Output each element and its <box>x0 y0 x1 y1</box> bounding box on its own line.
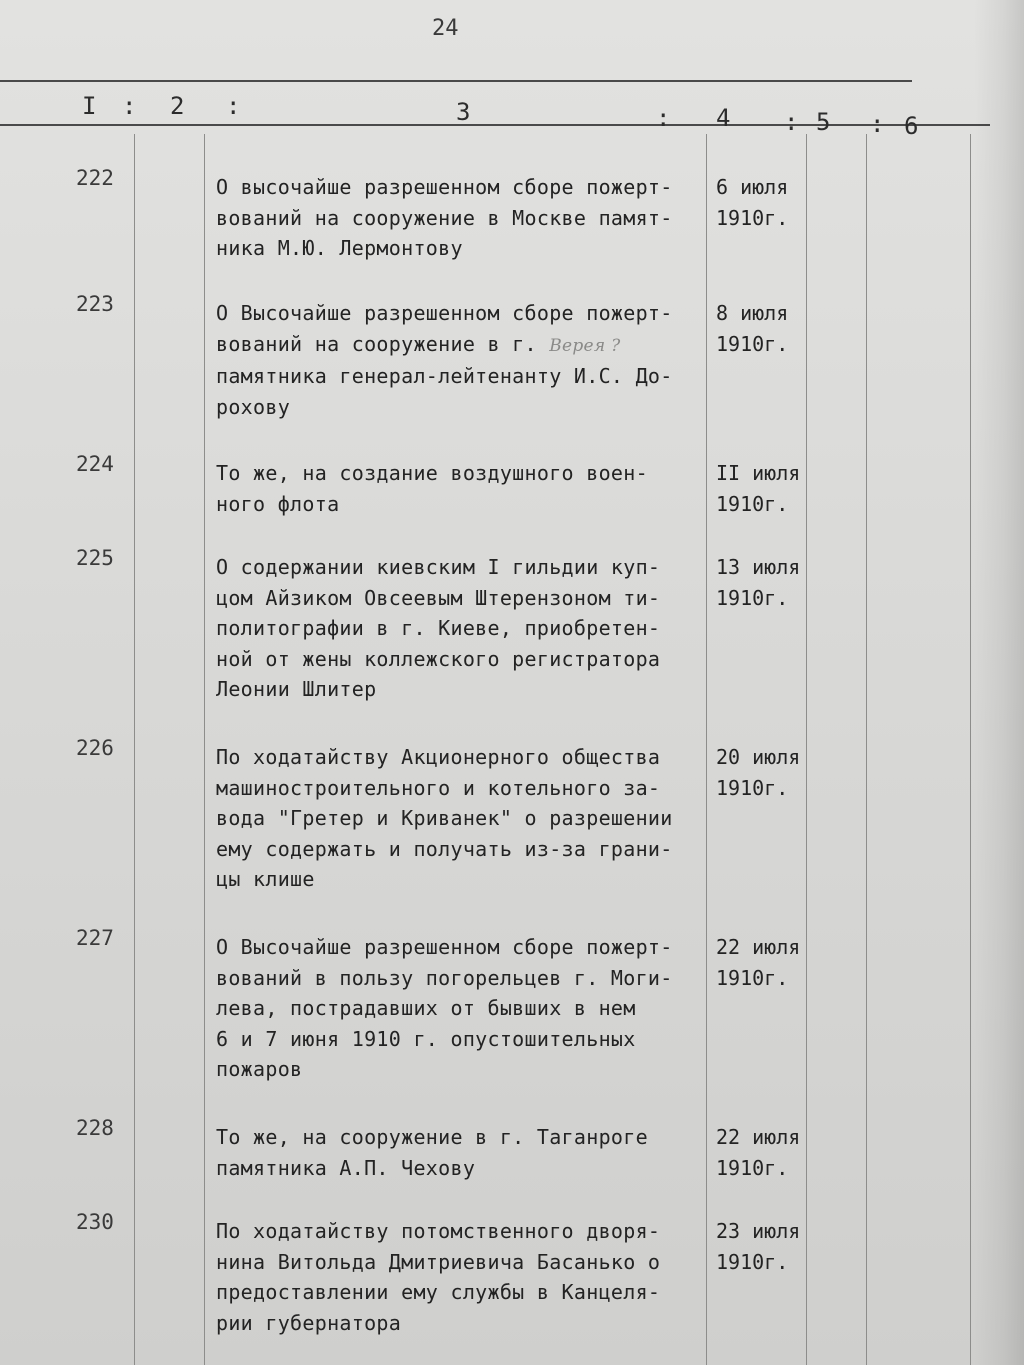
entry-number: 226 <box>76 736 114 760</box>
entry-date-day: 20 июля <box>716 745 801 769</box>
entry-description <box>216 1216 706 1338</box>
entry-text-line: То же, на сооружение в г. Таганроге <box>216 1125 648 1149</box>
entry-text-line: нина Витольда Дмитриевича Басанько о <box>216 1249 661 1274</box>
entry-date-year: 1910г. <box>716 491 789 516</box>
column-header-6: 6 <box>904 112 919 140</box>
entry-date <box>716 1122 800 1183</box>
column-divider <box>866 134 867 1365</box>
column-header-4: 4 <box>716 104 731 132</box>
entry-text-line: цы клише <box>216 867 315 891</box>
entry-number: 227 <box>76 926 114 950</box>
entry-date <box>716 298 788 359</box>
entry-date-day: 13 июля <box>716 555 801 579</box>
entry-date <box>716 552 800 613</box>
entry-number: 223 <box>76 292 114 316</box>
entry-text-line: памятника А.П. Чехову <box>216 1155 476 1180</box>
column-divider <box>970 134 971 1365</box>
entry-date <box>716 458 800 519</box>
entry-text-line: О высочайше разрешенном сборе пожерт- <box>216 175 673 199</box>
column-header-1: I <box>82 92 97 120</box>
column-header-5: 5 <box>816 108 831 136</box>
entry-description <box>216 1122 706 1183</box>
entry-text-line: Леонии Шлитер <box>216 677 377 701</box>
entry-date-year: 1910г. <box>716 205 789 230</box>
entry-number: 228 <box>76 1116 114 1140</box>
page-edge-shadow <box>974 0 1024 1365</box>
entry-text-line: О Высочайше разрешенном сборе пожерт- <box>216 935 673 959</box>
entry-number: 225 <box>76 546 114 570</box>
entry-date <box>716 932 800 993</box>
entry-text-line: лева, пострадавших от бывших в нем <box>216 996 636 1020</box>
entry-date-day: 8 июля <box>716 301 789 325</box>
column-divider <box>204 134 205 1365</box>
entry-text-line: пожаров <box>216 1057 303 1081</box>
column-divider <box>134 134 135 1365</box>
entry-text-line: О содержании киевским I гильдии куп- <box>216 555 661 579</box>
entry-description <box>216 172 706 264</box>
entry-date <box>716 742 800 803</box>
entry-date-day: 23 июля <box>716 1219 801 1243</box>
entry-text-line: предоставлении ему службы в Канцеля- <box>216 1280 661 1304</box>
entry-text-line: То же, на создание воздушного воен- <box>216 461 648 485</box>
entry-text-line: ему содержать и получать из-за грани- <box>216 836 673 861</box>
entry-date <box>716 172 788 233</box>
column-header-3: 3 <box>456 98 471 126</box>
entry-description <box>216 298 706 422</box>
entry-date-year: 1910г. <box>716 1249 789 1274</box>
entry-text-line: ного флота <box>216 491 340 516</box>
entry-date-day: 22 июля <box>716 935 801 959</box>
column-header-row <box>0 92 1000 140</box>
entry-date <box>716 1216 800 1277</box>
entry-text-line: памятника генерал-лейтенанту И.С. До- <box>216 364 673 388</box>
entry-text-line: рохову <box>216 394 291 419</box>
entry-text-line: ника М.Ю. Лермонтову <box>216 236 463 260</box>
entry-text-line: 6 и 7 июня 1910 г. опустошительных <box>216 1026 636 1051</box>
entry-description <box>216 458 706 519</box>
entry-date-year: 1910г. <box>716 1155 789 1180</box>
entry-date-day: 22 июля <box>716 1125 801 1149</box>
column-header-2: 2 <box>170 92 185 120</box>
entry-description <box>216 552 706 705</box>
column-separator: : <box>870 110 885 138</box>
entry-date-day: 6 июля <box>716 175 789 199</box>
entry-text-line: машиностроительного и котельного за- <box>216 775 661 800</box>
entry-text-line: По ходатайству Акционерного общества <box>216 745 661 769</box>
header-top-rule <box>0 80 912 82</box>
entry-text-line: политографии в г. Киеве, приобретен- <box>216 616 661 640</box>
entry-text-line: цом Айзиком Овсеевым Штерензоном ти- <box>216 585 661 610</box>
page-number: 24 <box>432 16 459 41</box>
column-divider <box>806 134 807 1365</box>
column-separator: : <box>784 108 799 136</box>
entry-description <box>216 742 706 895</box>
entry-date-year: 1910г. <box>716 331 789 356</box>
entry-text-line: По ходатайству потомственного дворя- <box>216 1219 661 1243</box>
entry-text-line: вований на сооружение в Москве памят- <box>216 205 673 230</box>
entry-number: 222 <box>76 166 114 190</box>
entry-text-fragment: вований на сооружение в г. <box>216 331 537 356</box>
column-separator: : <box>226 92 241 120</box>
entry-text-line <box>216 329 706 362</box>
column-separator: : <box>122 92 137 120</box>
entry-text-line: рии губернатора <box>216 1310 402 1335</box>
entry-number: 230 <box>76 1210 114 1234</box>
column-divider <box>706 134 707 1365</box>
entry-number: 224 <box>76 452 114 476</box>
entry-description <box>216 932 706 1085</box>
handwritten-note: Верея ? <box>549 335 621 356</box>
column-separator: : <box>656 104 671 132</box>
entry-text-line: вований в пользу погорельцев г. Моги- <box>216 965 673 990</box>
entry-date-day: II июля <box>716 461 801 485</box>
entry-text-line: вода "Гретер и Криванек" о разрешении <box>216 806 673 830</box>
entry-text-line: ной от жены коллежского регистратора <box>216 646 661 671</box>
entry-date-year: 1910г. <box>716 585 789 610</box>
entry-date-year: 1910г. <box>716 965 789 990</box>
entry-date-year: 1910г. <box>716 775 789 800</box>
entry-text-line: О Высочайше разрешенном сборе пожерт- <box>216 301 673 325</box>
